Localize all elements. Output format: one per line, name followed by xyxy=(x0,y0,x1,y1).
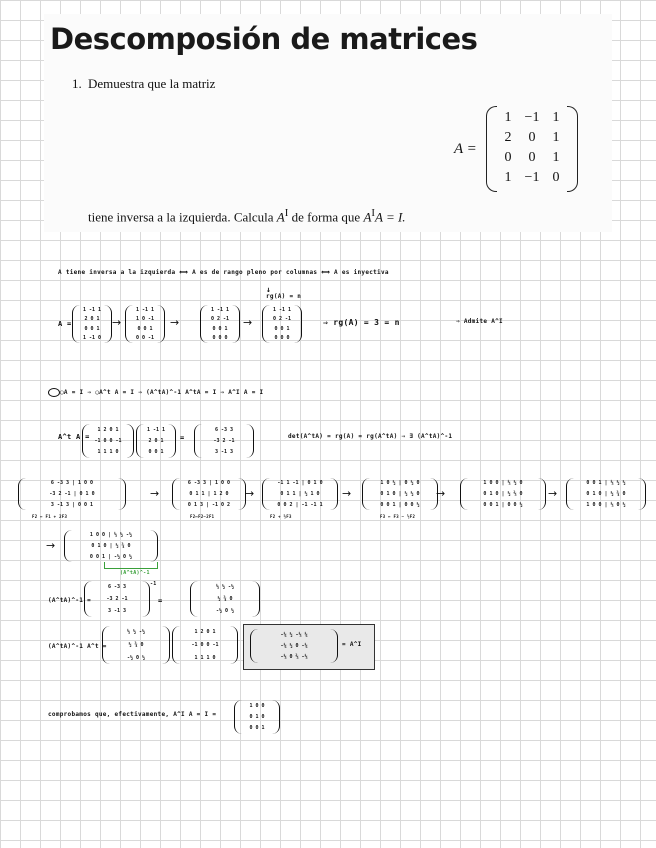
continuation-text: de forma que xyxy=(288,209,364,225)
note-line-8-end: = A^I xyxy=(342,641,362,648)
hw-augmented-matrix: 1 0 0 | ⅓ ½ -½ 0 1 0 | ½ ¾ 0 0 0 1 | -½ 0 ½ xyxy=(64,530,158,562)
right-arrow: → xyxy=(548,487,558,500)
hw-matrix: 1 2 0 1 -1 0 0 -1 1 1 1 0 xyxy=(172,626,238,664)
note-line-9: comprobamos que, efectivamente, A^I A = I = xyxy=(48,711,217,718)
note-line-2-end: ⇒ Admite A^I xyxy=(456,318,503,325)
hw-matrix: 1 -1 1 0 2 -1 0 0 1 0 0 0 xyxy=(200,305,240,343)
right-arrow: → xyxy=(245,487,255,500)
continuation-text: tiene inversa a la izquierda. Calcula xyxy=(88,209,277,225)
hw-augmented-matrix: 0 0 1 | ⅓ ½ ½ 0 1 0 | ½ ¾ 0 1 0 0 | ⅓ 0 ½ xyxy=(566,478,646,510)
hw-augmented-matrix: 6 -3 3 | 1 0 0 -3 2 -1 | 0 1 0 3 -1 3 | 0 0 1 xyxy=(18,478,126,510)
matrix-a xyxy=(486,106,578,190)
hw-identity-matrix: 1 0 0 0 1 0 0 0 1 xyxy=(234,700,280,734)
row-op: F2↔F2−2F1 xyxy=(190,514,215,519)
matrix-a-label: A = xyxy=(58,320,72,328)
equals-sign: = xyxy=(158,597,163,605)
right-arrow: → xyxy=(112,316,122,329)
note-line-7-label: (A^tA)^-1 = xyxy=(48,597,92,604)
right-arrow: → xyxy=(436,487,446,500)
right-arrow: → xyxy=(46,539,56,552)
hw-augmented-matrix: 1 0 0 | ⅓ ½ 0 0 1 0 | ½ ⅔ 0 0 0 1 | 0 0 ½ xyxy=(460,478,546,510)
matrix-cell: 0 xyxy=(552,170,560,185)
ai-symbol: A xyxy=(363,209,372,225)
note-line-6-label: (A^tA)^-1 xyxy=(120,570,150,576)
right-arrow: → xyxy=(150,487,160,500)
hw-matrix: ⅓ ½ -½ ½ ¾ 0 -½ 0 ½ xyxy=(190,581,260,617)
matrix-cell: −1 xyxy=(524,170,540,185)
result-box xyxy=(243,624,375,670)
hw-augmented-matrix: 6 -3 3 | 1 0 0 0 1 1 | 1 2 0 0 1 3 | -1 0 2 xyxy=(172,478,246,510)
hw-matrix: 1 -1 1 2 0 1 0 0 1 xyxy=(136,424,176,458)
superscript-inverse: -1 xyxy=(150,581,157,587)
question-continuation xyxy=(88,207,406,225)
ai-sup: I xyxy=(371,207,375,219)
matrix-label: A = xyxy=(454,141,477,157)
page-title: Descomposión de matrices xyxy=(50,22,478,56)
matrix-cell: 0 xyxy=(528,150,536,165)
green-bracket xyxy=(104,562,158,569)
matrix-cell: 0 xyxy=(504,150,512,165)
hw-augmented-matrix: 1 0 ½ | 0 ½ 0 0 1 0 | ½ ½ 0 0 0 1 | 0 0 ½ xyxy=(362,478,438,510)
hw-matrix: 6 -3 3 -3 2 -1 3 -1 3 xyxy=(84,581,150,617)
note-line-2: ⇒ rg(A) = 3 = n xyxy=(323,318,400,327)
right-arrow: → xyxy=(342,487,352,500)
row-op: F3 ↔ F3 − ½F2 xyxy=(380,514,416,519)
down-arrow: ↓ xyxy=(266,285,272,294)
matrix-cell: 1 xyxy=(552,110,560,125)
note-line-1: A tiene inversa a la izquierda ⟺ A es de rango pleno por columnas ⟺ A es inyectiva xyxy=(58,269,389,276)
hw-matrix: 1 -1 1 0 2 -1 0 0 1 0 0 0 xyxy=(262,305,302,343)
ai-sup: I xyxy=(284,207,289,219)
row-op: F2 + ½F3 xyxy=(270,514,292,519)
note-line-3: ◯A = I ⇒ ◯A^t A = I ⇒ (A^tA)^-1 A^tA = I ⇒ A^I A = I xyxy=(60,389,264,396)
matrix-cell: 1 xyxy=(504,170,512,185)
equals-sign: = xyxy=(180,434,185,442)
note-line-8-label: (A^tA)^-1 A^t = xyxy=(48,643,107,650)
matrix-cell: 1 xyxy=(552,150,560,165)
note-line-1-sub: rg(A) = n xyxy=(266,293,302,300)
note-line-4-label: A^t A = xyxy=(58,433,90,441)
hw-matrix: 1 -1 1 2 0 1 0 0 1 1 -1 0 xyxy=(72,305,112,343)
hw-matrix: 6 -3 3 -3 2 -1 3 -1 3 xyxy=(194,424,254,458)
oval-mark xyxy=(48,388,60,397)
matrix-cell: −1 xyxy=(524,110,540,125)
row-op: F2 ↔ F1 + 2F3 xyxy=(32,514,68,519)
hw-matrix: 1 -1 1 1 0 -1 0 0 1 0 0 -1 xyxy=(125,305,165,343)
right-arrow: → xyxy=(170,316,180,329)
matrix-cell: 2 xyxy=(504,130,512,145)
matrix-cell: 1 xyxy=(504,110,512,125)
hw-matrix: 1 2 0 1 -1 0 0 -1 1 1 1 0 xyxy=(82,424,134,458)
question-text: Demuestra que la matriz xyxy=(88,76,216,91)
right-paren xyxy=(567,106,578,192)
hw-matrix: ⅓ ½ -½ ½ ¾ 0 -½ 0 ½ xyxy=(102,626,170,664)
matrix-cell: 1 xyxy=(552,130,560,145)
ai-symbol: A xyxy=(276,209,285,225)
hw-augmented-matrix: -1 1 -1 | 0 1 0 0 1 1 | ½ 1 0 0 0 2 | -1 -1 1 xyxy=(262,478,338,510)
matrix-cell: 0 xyxy=(528,130,536,145)
continuation-text: A = I. xyxy=(375,209,406,225)
hw-result-matrix: -⅙ ½ -⅓ ⅙ -⅙ ½ 0 -⅙ -⅓ 0 ⅔ -⅓ xyxy=(250,629,338,663)
matrix-a-table xyxy=(496,108,568,188)
note-line-4-right: det(A^tA) = rg(A) = rg(A^tA) ⇒ ∃ (A^tA)^-1 xyxy=(288,433,453,440)
question-number: 1. xyxy=(72,76,82,91)
right-arrow: → xyxy=(243,316,253,329)
